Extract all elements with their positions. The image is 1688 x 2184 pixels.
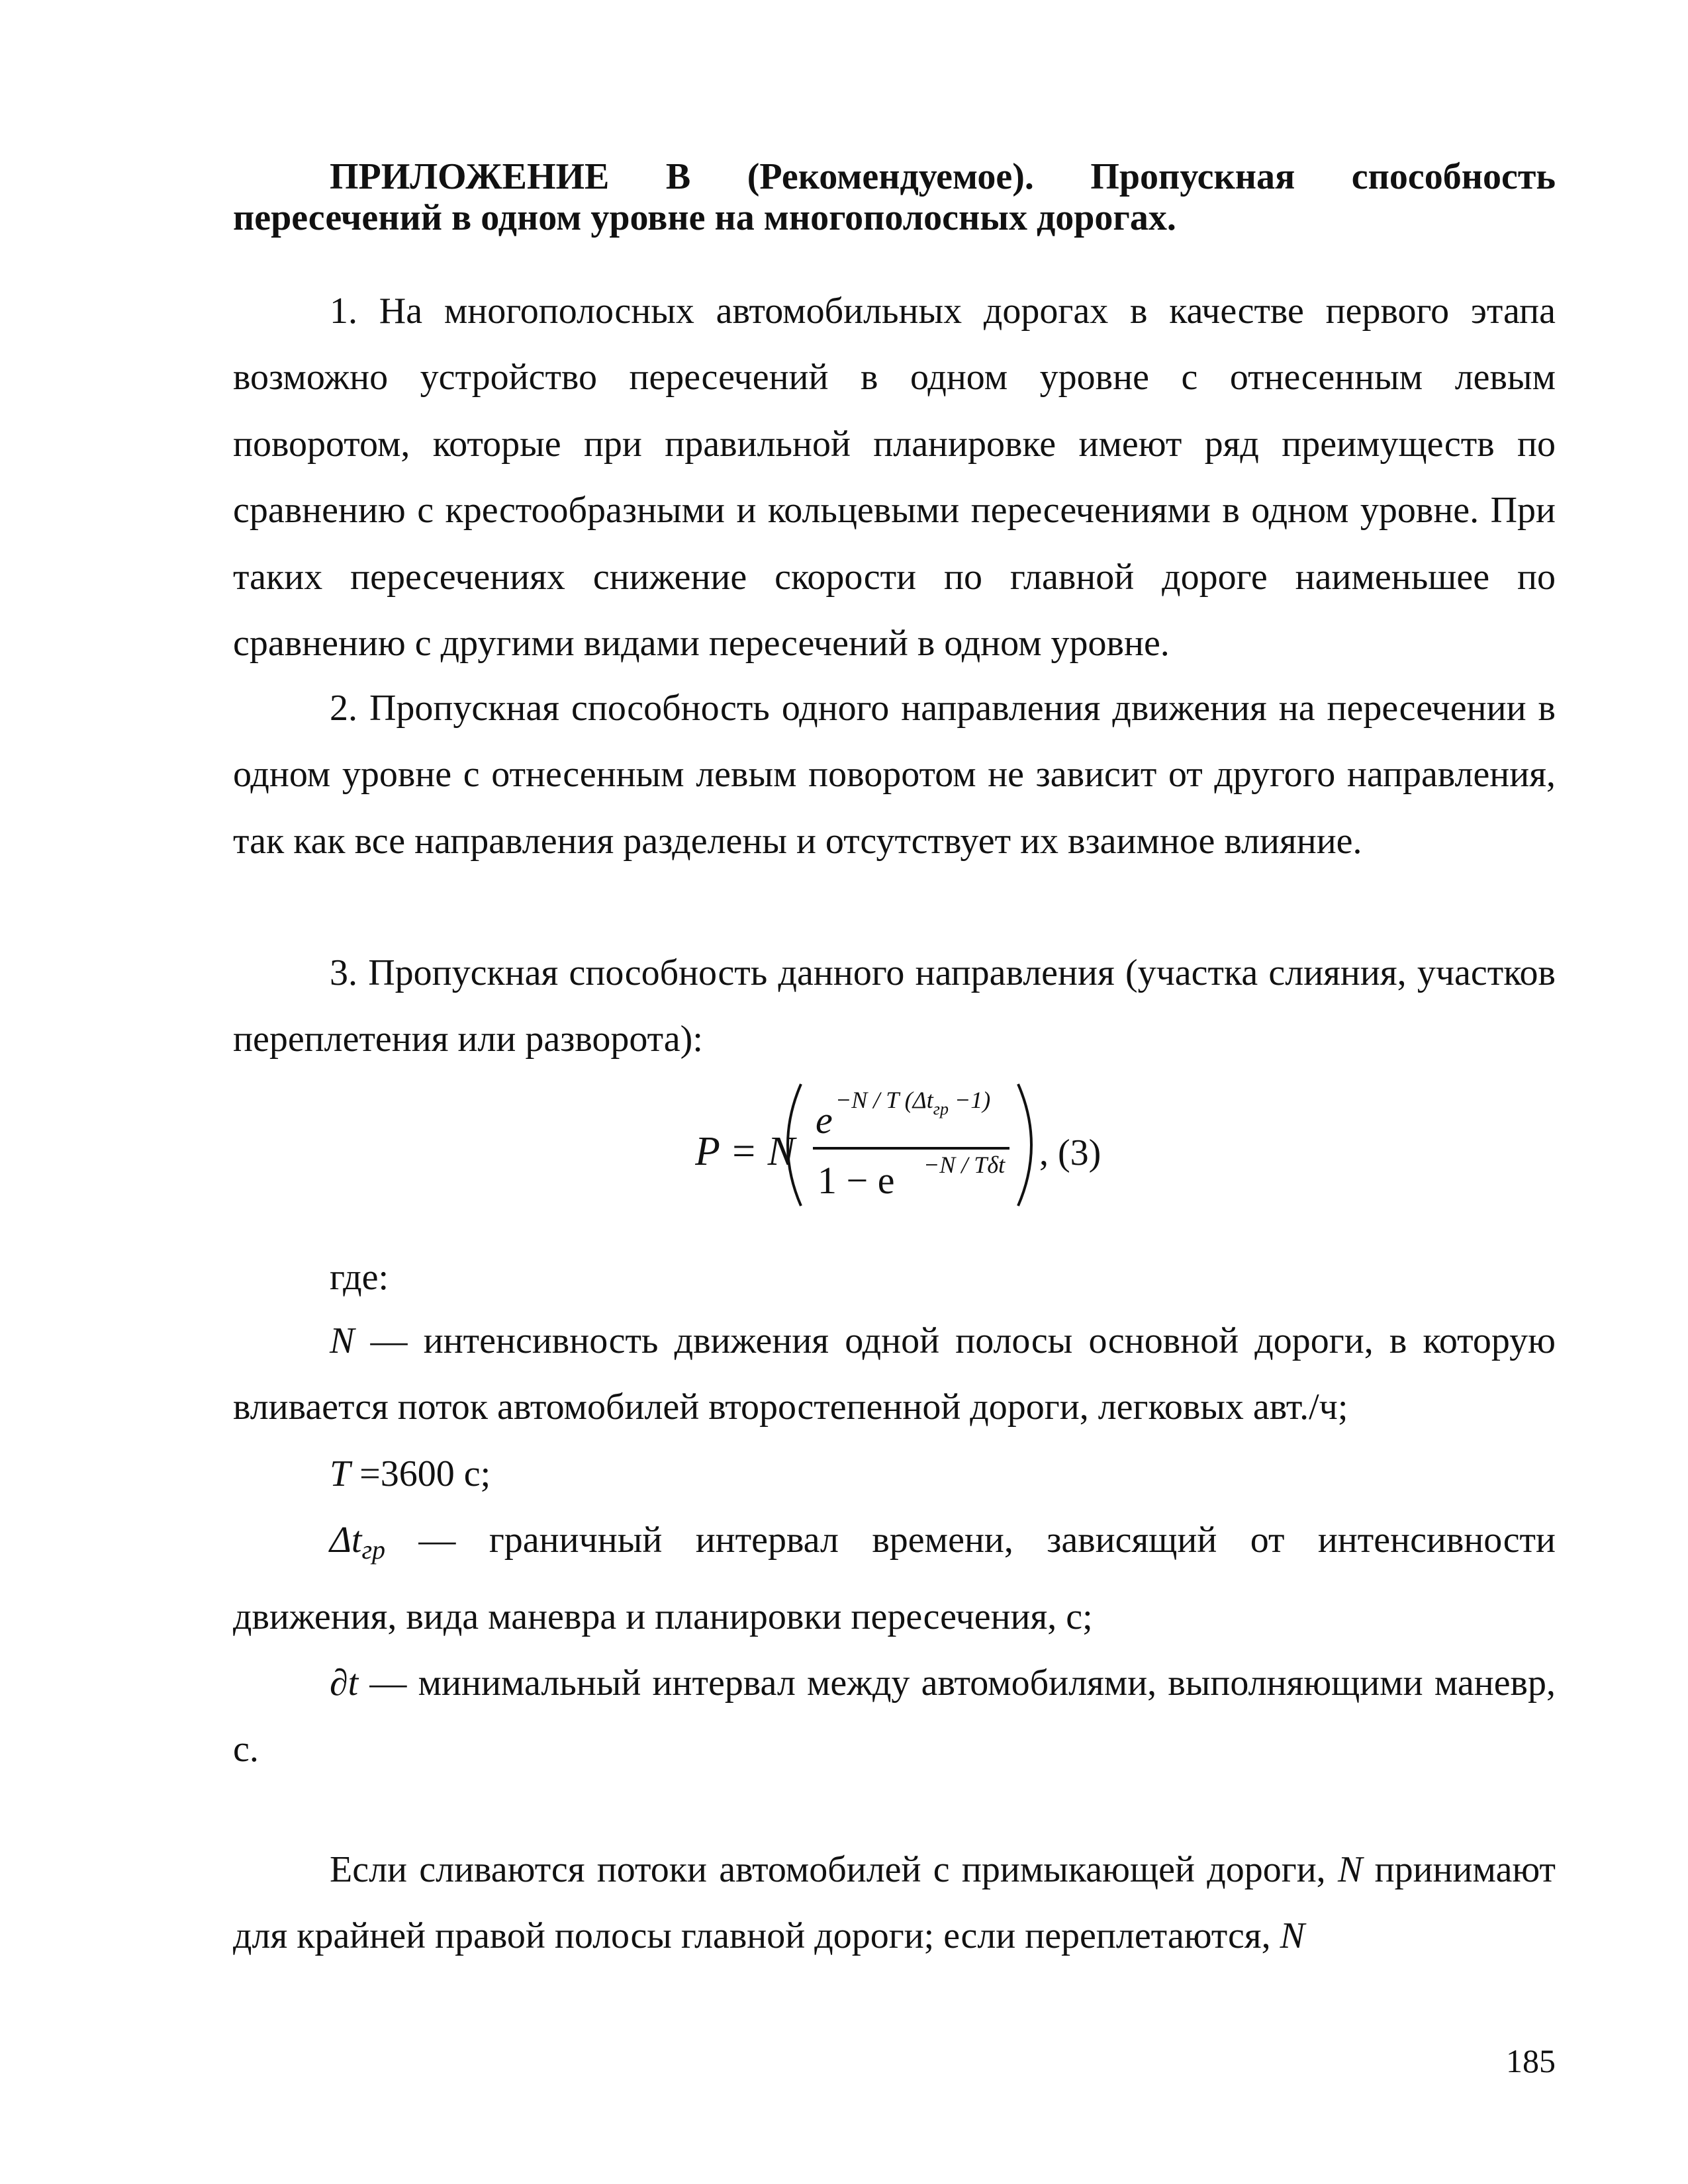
final-paragraph xyxy=(233,1837,1556,1970)
paragraph-2 xyxy=(233,675,1556,874)
denominator-exponent: −N / Tδt xyxy=(923,1152,1006,1178)
paragraph-1-text: 1. На многополосных автомобильных дорогах в качестве первого этапа возможно устройство пересечений в одном уровне с отнесенным левым поворотом, которые при правильной планировке имеют ряд преимуществ по сравнению с крестообразными и кольцевыми пересечениями в одном уровне. При таких пересечениях снижение скорости по главной дороге наименьшее по сравнению с другими видами пересечений в одном уровне. xyxy=(233,291,1556,664)
numerator-exponent-main: −N / T (Δt xyxy=(835,1087,933,1113)
final-part-2: принимают для крайней правой полосы главной дороги; если переплетаются, xyxy=(233,1849,1556,1957)
definition-symbol: T xyxy=(330,1453,351,1494)
denominator-lead: 1 − e xyxy=(818,1159,895,1202)
definition-dt xyxy=(233,1650,1556,1783)
definition-text: =3600 с; xyxy=(350,1453,491,1494)
equation-number: , (3) xyxy=(1039,1132,1102,1173)
final-symbol-1: N xyxy=(1337,1849,1363,1890)
paragraph-3 xyxy=(233,940,1556,1073)
definition-symbol: ∂t xyxy=(330,1662,359,1704)
final-symbol-2: N xyxy=(1280,1915,1305,1957)
appendix-heading: ПРИЛОЖЕНИЕ В (Рекомендуемое). Пропускная способность пересечений в одном уровне на многополосных дорогах. xyxy=(233,156,1556,238)
definition-text: — интенсивность движения одной полосы основной дороги, в которую вливается поток автомобилей второстепенной дороги, легковых авт./ч; xyxy=(233,1320,1556,1428)
capacity-formula xyxy=(695,1072,1158,1218)
formula-svg xyxy=(695,1072,1158,1218)
where-label: где: xyxy=(330,1257,389,1298)
where-label-block xyxy=(233,1244,1556,1310)
numerator-exponent xyxy=(835,1087,990,1118)
paragraph-2-text: 2. Пропускная способность одного направления движения на пересечении в одном уровне с отнесенным левым поворотом не зависит от другого направления, так как все направления разделены и отсутствует их взаимное влияние. xyxy=(233,688,1556,862)
definition-symbol: N xyxy=(330,1320,355,1361)
final-paragraph-text xyxy=(233,1837,1556,1970)
definitions-list xyxy=(233,1308,1556,1783)
definition-symbol: Δt xyxy=(330,1520,362,1561)
definition-subscript: гр xyxy=(361,1535,386,1565)
numerator-exponent-sub: гр xyxy=(933,1099,949,1118)
paragraph-1 xyxy=(233,278,1556,676)
numerator-exponent-tail: −1) xyxy=(948,1087,991,1113)
definition-t xyxy=(233,1441,1556,1507)
right-paren xyxy=(1018,1084,1031,1206)
formula-lhs: P = N xyxy=(695,1129,795,1174)
definition-text: — минимальный интервал между автомобилями, выполняющими маневр, с. xyxy=(233,1662,1556,1770)
definition-delta-t xyxy=(233,1507,1556,1650)
paragraph-3-text: 3. Пропускная способность данного направления (участка слияния, участков переплетения или разворота): xyxy=(233,952,1556,1060)
numerator-base: e xyxy=(816,1099,833,1142)
final-part-1: Если сливаются потоки автомобилей с примыкающей дороги, xyxy=(330,1849,1338,1890)
definition-n xyxy=(233,1308,1556,1441)
definition-text: — граничный интервал времени, зависящий от интенсивности движения, вида маневра и планировки пересечения, с; xyxy=(233,1520,1556,1637)
page-number: 185 xyxy=(1506,2042,1556,2079)
